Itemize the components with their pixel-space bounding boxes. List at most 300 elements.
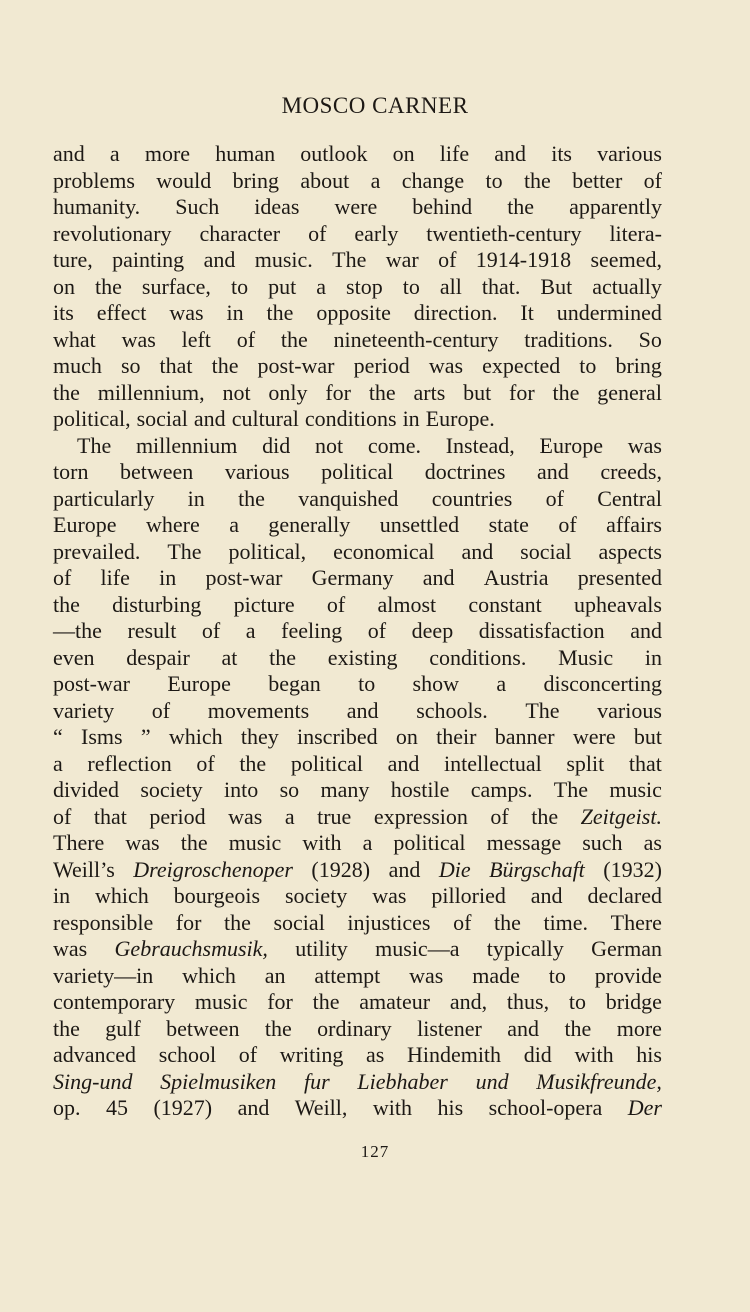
text-line [53, 1042, 662, 1069]
word: life [439, 141, 470, 166]
word: its [53, 300, 74, 325]
word: not [222, 379, 251, 405]
word: made [472, 962, 520, 988]
text-line [53, 512, 662, 539]
word: arts [413, 379, 446, 405]
word: conditions [304, 406, 397, 431]
word: (1928) [311, 856, 371, 882]
word: of [490, 803, 509, 829]
word: and [237, 1095, 270, 1120]
word: (1927) [153, 1095, 213, 1120]
word: for [175, 909, 202, 935]
word: writing [279, 1042, 344, 1067]
word: so [279, 777, 300, 802]
word: for [325, 379, 351, 405]
text-line [53, 327, 662, 354]
word: and [537, 459, 569, 484]
word: the [564, 1015, 592, 1041]
word: show [412, 671, 459, 696]
word: only [268, 379, 308, 405]
word: of [53, 803, 72, 829]
word: the [266, 300, 294, 325]
word: millennium, [97, 379, 205, 405]
text-line [53, 963, 662, 990]
word: Spielmusiken [160, 1068, 277, 1094]
word: actually [592, 273, 662, 299]
word: advanced [53, 1042, 137, 1067]
word: music [194, 989, 248, 1014]
word: undermined [556, 300, 662, 325]
word: vanquished [298, 485, 399, 511]
word: Gebrauchsmusik, [114, 936, 268, 961]
word: But [540, 273, 573, 299]
word: society [140, 777, 203, 802]
word: movements [207, 697, 310, 723]
word: in [402, 406, 420, 431]
word: bridge [605, 989, 662, 1014]
word: listener [417, 1015, 482, 1041]
word: thus, [506, 989, 550, 1014]
text-line [53, 857, 662, 884]
word: “ [53, 724, 63, 749]
word: a [370, 167, 381, 193]
word: come. [367, 432, 421, 458]
word: divided [53, 777, 119, 802]
word: general [597, 379, 662, 405]
word: ordinary [317, 1015, 392, 1041]
word: did [262, 432, 291, 458]
text-line [53, 698, 662, 725]
word: and [530, 883, 563, 908]
text-line [53, 380, 662, 407]
word: particularly [53, 485, 155, 511]
word: of [558, 512, 577, 537]
word: doctrines [424, 459, 506, 484]
word: generally [268, 512, 351, 537]
word: but [633, 724, 662, 749]
word: variety—in [53, 962, 154, 988]
word: aspects [598, 538, 662, 564]
word: was [409, 962, 444, 988]
word: stop [346, 273, 383, 299]
word: school-opera [488, 1095, 603, 1120]
word: to [579, 353, 597, 378]
word: Weill, [294, 1095, 348, 1120]
word: in [226, 300, 244, 325]
word: variety [53, 697, 115, 723]
word: much [53, 353, 102, 378]
word: inscribed [297, 724, 378, 749]
word: all [439, 273, 462, 299]
word: existing [327, 644, 398, 670]
word: music [609, 777, 662, 802]
word: as [365, 1042, 385, 1067]
word: between [166, 1015, 240, 1041]
text-line [53, 618, 662, 645]
word: cultural [231, 406, 299, 431]
word: Europe [53, 512, 117, 537]
body-text [53, 141, 662, 1122]
word: picture [233, 591, 295, 617]
word: twentieth-century [426, 220, 582, 246]
word: Die [438, 856, 471, 882]
word: more [616, 1015, 662, 1041]
word: was [627, 432, 662, 458]
text-line [53, 936, 662, 963]
word: litera- [609, 220, 662, 246]
word: an [264, 962, 286, 988]
word: Dreigroschenoper [133, 856, 293, 882]
word: humanity. [53, 194, 141, 219]
word: that [628, 750, 662, 776]
word: to [402, 273, 420, 299]
word: declared [587, 883, 662, 908]
word: banner [494, 724, 555, 749]
word: various [224, 459, 290, 484]
word: a [362, 830, 373, 855]
text-line [53, 989, 662, 1016]
word: his [636, 1042, 662, 1067]
word: the [180, 830, 208, 855]
word: in [187, 485, 205, 511]
word: economical [333, 538, 435, 564]
word: various [597, 697, 662, 723]
word: so [120, 353, 141, 378]
word: revolutionary [53, 220, 172, 246]
word: dissatisfaction [478, 618, 605, 643]
word: intellectual [443, 750, 542, 776]
word: the [269, 644, 297, 670]
text-line [53, 459, 662, 486]
word: character [199, 220, 281, 246]
word: behind [412, 194, 473, 219]
word: state [488, 512, 529, 537]
word: human [215, 141, 276, 166]
word: fur [303, 1068, 330, 1094]
word: of [236, 326, 256, 352]
word: and [461, 538, 494, 564]
word: of [308, 220, 327, 246]
word: would [156, 167, 212, 193]
word: Music [558, 644, 614, 670]
word: The [77, 432, 112, 458]
running-head: MOSCO CARNER [281, 93, 469, 118]
word: of [238, 1042, 258, 1067]
word: the [368, 379, 396, 405]
word: The [525, 697, 560, 723]
word: to [230, 273, 249, 299]
word: disturbing [112, 591, 202, 617]
word: to [548, 962, 566, 988]
word: So [638, 326, 662, 352]
word: true [317, 803, 352, 829]
word: effect [96, 300, 147, 325]
word: political [321, 459, 394, 484]
word: was [125, 830, 160, 855]
word: Austria [483, 565, 549, 590]
word: and [422, 565, 455, 590]
word: gulf [105, 1015, 141, 1041]
word: of [545, 485, 564, 511]
text-line [53, 671, 662, 698]
word: the [523, 167, 551, 193]
word: a [109, 141, 120, 166]
word: It [520, 300, 534, 325]
word: Hindemith [406, 1042, 502, 1067]
word: traditions. [524, 326, 613, 352]
word: Germany [311, 565, 394, 590]
word: period [149, 803, 206, 829]
text-line [53, 353, 662, 380]
word: not [314, 432, 344, 458]
word: the [264, 1015, 292, 1041]
word: pilloried [431, 883, 506, 908]
page-number: 127 [360, 1142, 390, 1161]
word: in [644, 644, 662, 670]
word: social [520, 538, 572, 564]
word: was [372, 883, 407, 908]
word: Instead, [445, 432, 515, 458]
word: political [393, 830, 466, 855]
word: affairs [606, 512, 662, 537]
word: Isms [81, 724, 123, 749]
text-line [53, 539, 662, 566]
text-line [53, 910, 662, 937]
word: post-war [257, 353, 335, 378]
word: ture, [53, 247, 93, 272]
word: of [438, 247, 457, 272]
word: a [284, 803, 295, 829]
word: Musikfreunde, [536, 1068, 662, 1094]
word: period [353, 353, 410, 378]
word: creeds, [600, 459, 662, 484]
word: began [268, 671, 321, 696]
word: their [436, 724, 477, 749]
word: ideas [254, 194, 300, 219]
word: nineteenth-century [333, 326, 499, 352]
word: his [437, 1095, 464, 1120]
text-line [53, 168, 662, 195]
word: bourgeois [173, 883, 261, 908]
word: music [228, 830, 282, 855]
word: The [553, 777, 588, 802]
text-line [53, 221, 662, 248]
word: disconcerting [543, 671, 662, 696]
text-line [53, 1069, 662, 1096]
word: of [196, 750, 215, 776]
word: society [284, 883, 348, 908]
word: for [509, 379, 535, 405]
word: 45 [105, 1095, 128, 1120]
word: a [316, 273, 326, 299]
text-line [53, 274, 662, 301]
word: more [144, 141, 191, 166]
word: which [168, 724, 223, 749]
word: various [597, 141, 662, 166]
word: There [53, 830, 105, 855]
word: presented [577, 565, 662, 590]
word: and [388, 856, 421, 882]
word: surface, [141, 273, 211, 299]
word: with [574, 1042, 614, 1067]
word: millennium [135, 432, 238, 458]
word: Central [597, 485, 662, 511]
word: camps. [470, 777, 533, 802]
word: message [486, 830, 562, 855]
word: countries [431, 485, 513, 511]
word: but [463, 379, 492, 405]
word: ” [140, 724, 151, 749]
word: political, [53, 406, 131, 431]
word: as [643, 830, 662, 855]
word: to [485, 167, 503, 193]
word: social [273, 909, 325, 935]
word: reflection [87, 750, 172, 776]
word: Der [627, 1095, 662, 1120]
word: a [245, 618, 256, 643]
word: about [300, 167, 350, 193]
word: Liebhaber [357, 1068, 448, 1094]
word: a [229, 512, 239, 537]
word: such [582, 830, 623, 855]
text-line [53, 1095, 662, 1122]
word: were [572, 724, 616, 749]
text-line [53, 1016, 662, 1043]
word: change [401, 167, 465, 193]
word: The [167, 538, 202, 564]
text-line [53, 247, 662, 274]
word: many [320, 777, 370, 802]
text-line [53, 592, 662, 619]
word: injustices [347, 909, 431, 935]
word: Zeitgeist. [580, 803, 662, 829]
word: Sing-und [53, 1068, 133, 1094]
word: war [385, 247, 419, 272]
word: attempt [314, 962, 381, 988]
word: and [387, 750, 420, 776]
word: post-war [53, 671, 130, 696]
word: and [507, 1015, 540, 1041]
word: what [53, 326, 96, 352]
word: were [334, 194, 378, 219]
word: better [572, 167, 623, 193]
word: almost [377, 591, 437, 617]
word: contemporary [53, 989, 176, 1014]
word: of [326, 591, 346, 617]
word: political, [228, 538, 307, 564]
word: of [53, 565, 72, 590]
word: life [100, 565, 130, 590]
word: Bürgschaft [489, 856, 585, 882]
word: of [643, 167, 662, 193]
text-line [53, 406, 662, 433]
word: the [53, 591, 80, 617]
word: utility [295, 936, 348, 961]
word: unsettled [379, 512, 460, 537]
word: Such [175, 194, 220, 219]
word: the [507, 194, 535, 219]
word: the [53, 379, 80, 405]
text-line [53, 194, 662, 221]
word: the [224, 909, 251, 935]
word: between [120, 459, 194, 484]
word: early [354, 220, 399, 246]
word: was [121, 326, 156, 352]
word: the [531, 803, 559, 829]
word: feeling [281, 618, 343, 643]
word: the [493, 909, 521, 935]
text-line [53, 565, 662, 592]
word: school [158, 1042, 217, 1067]
word: with [372, 1095, 412, 1120]
word: where [145, 512, 200, 537]
word: of [367, 618, 387, 643]
word: prevailed. [53, 538, 141, 564]
word: they [240, 724, 279, 749]
word: that [93, 803, 127, 829]
word: outlook [300, 141, 368, 166]
word: split [566, 750, 605, 776]
word: 1914-1918 [475, 247, 572, 272]
word: for [267, 989, 293, 1014]
word: to [568, 989, 586, 1014]
word: the [312, 989, 340, 1014]
word: even [53, 644, 95, 670]
word: and [53, 141, 85, 166]
text-line [53, 141, 662, 168]
word: music. [254, 247, 313, 272]
word: on [53, 273, 75, 299]
word: hostile [390, 777, 450, 802]
word: and [193, 406, 226, 431]
word: and [346, 697, 379, 723]
word: expected [482, 353, 561, 378]
word: put [268, 273, 297, 299]
text-line [53, 804, 662, 831]
word: the [53, 1015, 80, 1041]
word: did [523, 1042, 552, 1067]
word: in [53, 883, 71, 908]
word: time. [543, 909, 589, 935]
word: —the [53, 618, 102, 643]
word: Weill’s [53, 856, 115, 882]
word: of [201, 618, 221, 643]
word: the [552, 379, 580, 405]
word: Europe [539, 432, 604, 458]
word: und [475, 1068, 509, 1094]
word: the [238, 485, 265, 511]
text-line [53, 751, 662, 778]
text-line [53, 777, 662, 804]
word: music—a [375, 936, 460, 961]
text-line [53, 883, 662, 910]
word: left [181, 326, 211, 352]
word: with [302, 830, 342, 855]
word: (1932) [603, 856, 662, 882]
word: amateur [359, 989, 431, 1014]
word: into [224, 777, 259, 802]
word: in [159, 565, 177, 590]
word: of [151, 697, 171, 723]
word: opposite [316, 300, 391, 325]
word: torn [53, 459, 89, 484]
text-line [53, 486, 662, 513]
word: on [395, 724, 418, 749]
word: was [53, 936, 88, 961]
word: a [496, 671, 507, 696]
word: apparently [569, 194, 662, 219]
text-line [53, 300, 662, 327]
